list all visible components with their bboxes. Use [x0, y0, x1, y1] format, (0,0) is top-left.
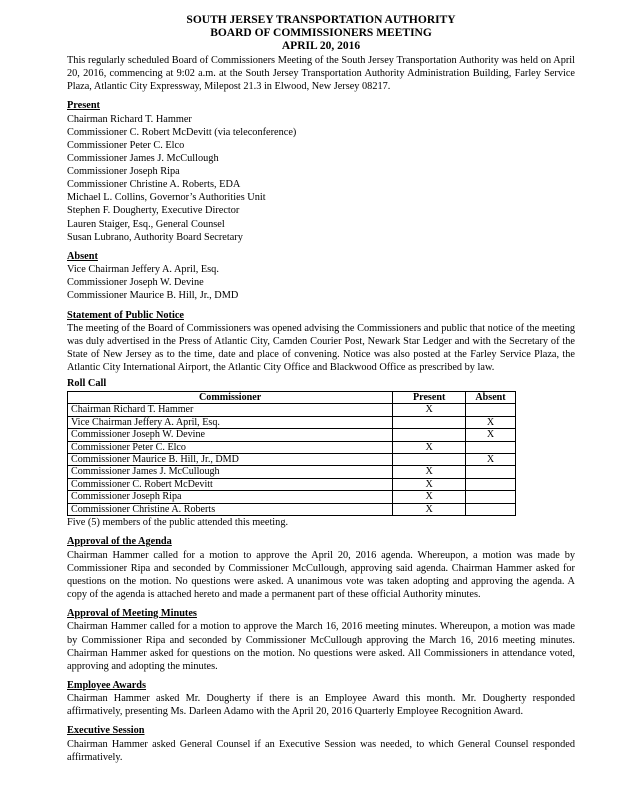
- commissioner-name: Commissioner James J. McCullough: [68, 466, 393, 478]
- present-mark: [393, 453, 466, 465]
- absent-mark: X: [466, 429, 516, 441]
- column-header-absent: Absent: [466, 391, 516, 403]
- roll-call-table: [67, 391, 516, 516]
- awards-heading: Employee Awards: [67, 679, 147, 691]
- table-row: [68, 491, 516, 503]
- commissioner-name: Commissioner Peter C. Elco: [68, 441, 393, 453]
- title-line-1: SOUTH JERSEY TRANSPORTATION AUTHORITY: [186, 14, 456, 26]
- title-line-3: APRIL 20, 2016: [281, 40, 361, 52]
- absent-heading: Absent: [67, 250, 98, 262]
- present-member: Lauren Staiger, Esq., General Counsel: [67, 218, 225, 230]
- present-mark: [393, 429, 466, 441]
- present-member: Commissioner Peter C. Elco: [67, 139, 185, 151]
- title-line-2: BOARD OF COMMISSIONERS MEETING: [210, 27, 432, 39]
- present-list: [67, 113, 575, 244]
- table-row: [68, 453, 516, 465]
- table-row: [68, 404, 516, 416]
- present-member: Michael L. Collins, Governor’s Authorities Unit: [67, 192, 266, 204]
- absent-mark: [466, 491, 516, 503]
- present-mark: X: [393, 503, 466, 515]
- absent-member: Commissioner Joseph W. Devine: [67, 277, 204, 289]
- commissioner-name: Chairman Richard T. Hammer: [68, 404, 393, 416]
- public-notice-text: The meeting of the Board of Commissioners was opened advising the Commissioners and public that notice of the meeting was duly advertised in the Press of Atlantic City, Camden Courier Post, Newark Star Ledger and with the Secretary of the State of New Jersey as to the time, date and place of convening. Notice was also posted at the Farley Service Plaza, the Atlantic City International Airport, the Atlantic City Office and Blackwood Office as prescribed by law.: [67, 323, 575, 374]
- present-member: Susan Lubrano, Authority Board Secretary: [67, 231, 243, 243]
- absent-member: Vice Chairman Jeffery A. April, Esq.: [67, 264, 219, 276]
- present-mark: X: [393, 441, 466, 453]
- intro-paragraph: This regularly scheduled Board of Commissioners Meeting of the South Jersey Transportation Authority was held on April 20, 2016, commencing at 9:02 a.m. at the South Jersey Transportation Authority Administration Building, Farley Service Plaza, Atlantic City Expressway, Milepost 21.3 in Elwood, New Jersey 08217.: [67, 55, 575, 93]
- absent-mark: [466, 478, 516, 490]
- absent-mark: X: [466, 453, 516, 465]
- roll-call-header-row: [68, 391, 516, 403]
- table-row: [68, 429, 516, 441]
- present-heading: Present: [67, 100, 100, 112]
- present-mark: X: [393, 404, 466, 416]
- present-member: Commissioner Christine A. Roberts, EDA: [67, 179, 241, 191]
- absent-mark: [466, 441, 516, 453]
- commissioner-name: Commissioner Joseph Ripa: [68, 491, 393, 503]
- table-row: [68, 466, 516, 478]
- document-title: [67, 14, 575, 53]
- table-row: [68, 416, 516, 428]
- present-member: Commissioner Joseph Ripa: [67, 166, 180, 178]
- absent-mark: X: [466, 416, 516, 428]
- present-member: Commissioner C. Robert McDevitt (via teleconference): [67, 126, 297, 138]
- present-mark: [393, 416, 466, 428]
- column-header-commissioner: Commissioner: [68, 391, 393, 403]
- document-page: [67, 14, 575, 764]
- commissioner-name: Commissioner C. Robert McDevitt: [68, 478, 393, 490]
- present-member: Chairman Richard T. Hammer: [67, 113, 192, 125]
- column-header-present: Present: [393, 391, 466, 403]
- absent-list: [67, 263, 575, 302]
- present-member: Commissioner James J. McCullough: [67, 153, 219, 165]
- public-notice-heading: Statement of Public Notice: [67, 309, 184, 321]
- present-member: Stephen F. Dougherty, Executive Director: [67, 205, 240, 217]
- roll-call-footnote: Five (5) members of the public attended this meeting.: [67, 516, 289, 528]
- table-row: [68, 478, 516, 490]
- commissioner-name: Vice Chairman Jeffery A. April, Esq.: [68, 416, 393, 428]
- minutes-text: Chairman Hammer called for a motion to approve the March 16, 2016 meeting minutes. Whereupon, a motion was made by Commissioner Ripa and seconded by Commissioner McCullough approving the March 16, 2016 meeting minutes. Chairman Hammer asked for questions on the motion. No questions were asked. All Commissioners in attendance voted, approving and adopting the minutes.: [67, 621, 575, 672]
- executive-session-text: Chairman Hammer asked General Counsel if an Executive Session was needed, to which General Counsel responded affirmatively.: [67, 738, 575, 764]
- awards-text: Chairman Hammer asked Mr. Dougherty if there is an Employee Award this month. Mr. Dougherty responded affirmatively, presenting Ms. Darleen Adamo with the April 20, 2016 Quarterly Employee Recognition Award.: [67, 693, 575, 718]
- present-mark: X: [393, 478, 466, 490]
- absent-mark: [466, 503, 516, 515]
- agenda-heading: Approval of the Agenda: [67, 536, 172, 548]
- commissioner-name: Commissioner Christine A. Roberts: [68, 503, 393, 515]
- present-mark: X: [393, 491, 466, 503]
- agenda-text: Chairman Hammer called for a motion to approve the April 20, 2016 agenda. Whereupon, a motion was made by Commissioner Ripa and seconded by Commissioner McCullough, approving said agenda. Chairman Hammer asked for questions on the motion. No questions were asked. A unanimous vote was taken adopting and approving the agenda. A copy of the agenda is attached hereto and made a permanent part of these official Authority minutes.: [67, 549, 575, 600]
- absent-mark: [466, 466, 516, 478]
- table-row: [68, 503, 516, 515]
- absent-member: Commissioner Maurice B. Hill, Jr., DMD: [67, 290, 239, 302]
- roll-call-heading: Roll Call: [67, 378, 107, 390]
- absent-mark: [466, 404, 516, 416]
- executive-session-heading: Executive Session: [67, 725, 145, 737]
- commissioner-name: Commissioner Joseph W. Devine: [68, 429, 393, 441]
- commissioner-name: Commissioner Maurice B. Hill, Jr., DMD: [68, 453, 393, 465]
- table-row: [68, 441, 516, 453]
- present-mark: X: [393, 466, 466, 478]
- minutes-heading: Approval of Meeting Minutes: [67, 607, 197, 619]
